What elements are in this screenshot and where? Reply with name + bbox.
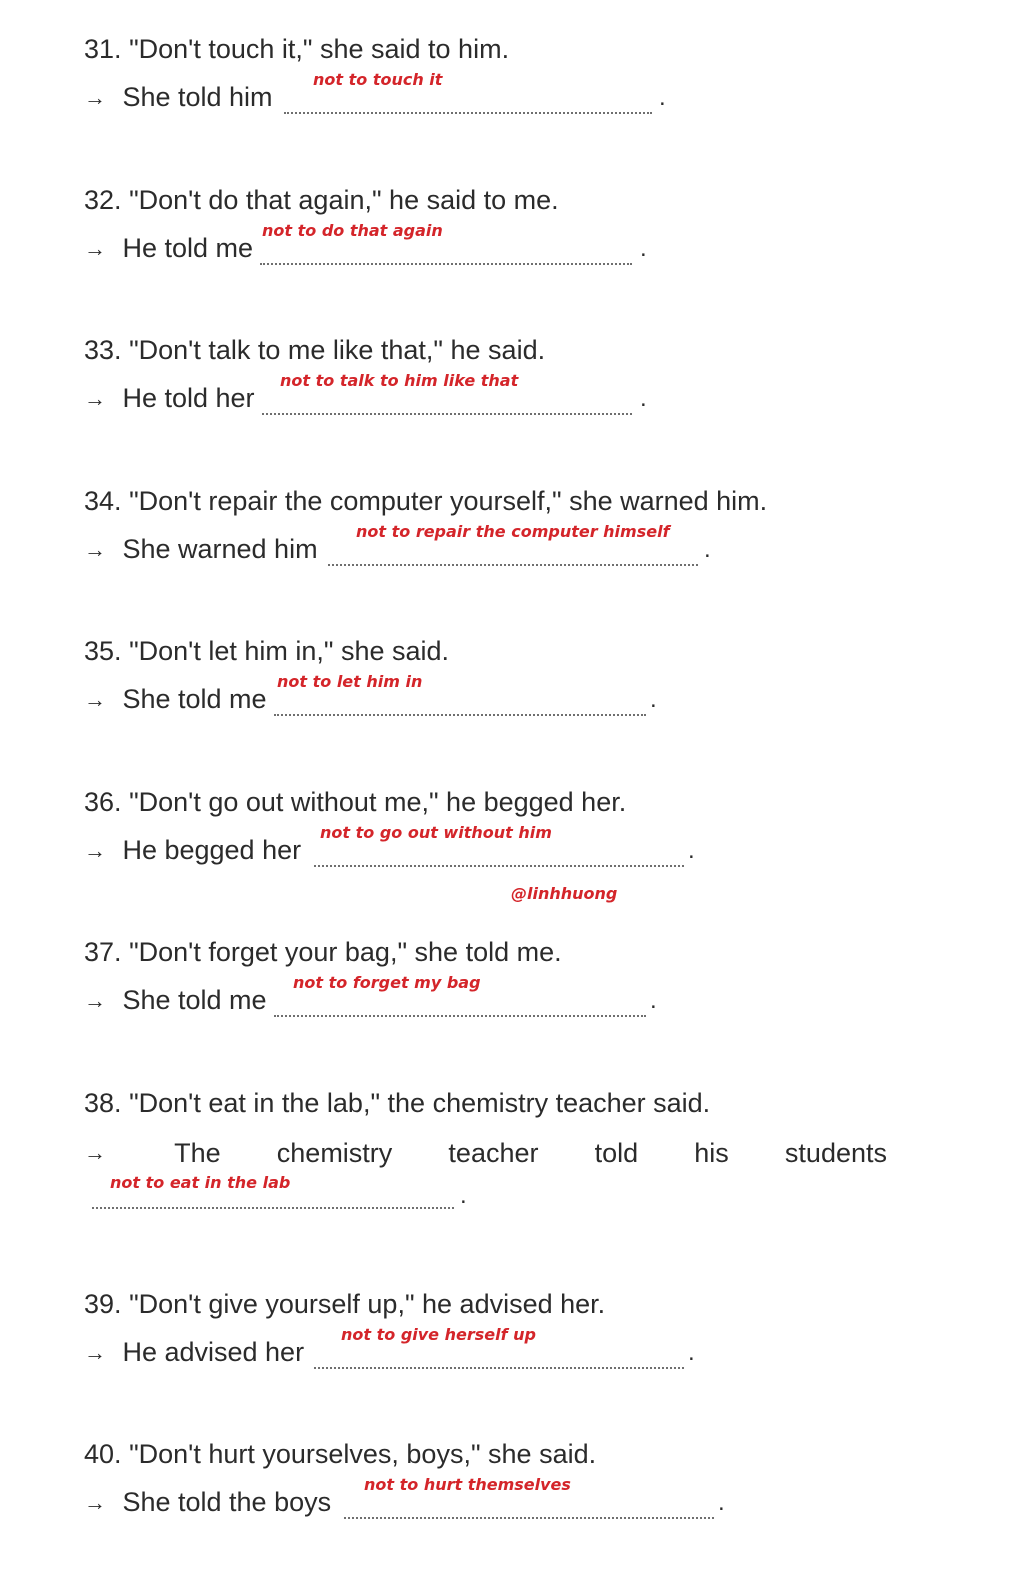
period: .	[659, 84, 666, 111]
question-31	[84, 32, 509, 66]
question-34	[84, 484, 767, 518]
period: .	[460, 1182, 467, 1209]
exercise-38	[84, 1086, 944, 1226]
question-text: "Don't touch it," she said to him.	[129, 34, 510, 64]
answer-text: not to go out without him	[320, 823, 552, 842]
sentence-prefix: He advised her	[122, 1337, 305, 1367]
question-40	[84, 1437, 596, 1471]
answer-row-34	[84, 522, 711, 568]
period: .	[640, 235, 647, 262]
sentence-prefix: He begged her	[122, 835, 302, 865]
answer-row-33	[84, 371, 647, 417]
arrow-icon: →	[84, 84, 106, 110]
exercise-36	[84, 785, 944, 885]
prefix-word: students	[784, 1137, 887, 1168]
arrow-icon: →	[84, 686, 106, 712]
question-32	[84, 183, 559, 217]
question-text: "Don't eat in the lab," the chemistry teacher said.	[129, 1088, 711, 1118]
question-text: "Don't repair the computer yourself," she warned him.	[129, 486, 768, 516]
question-text: "Don't give yourself up," he advised her.	[129, 1289, 606, 1319]
sentence-prefix: She told me	[122, 985, 267, 1015]
answer-text: not to touch it	[313, 70, 443, 89]
arrow-icon: →	[84, 987, 106, 1013]
question-number: 37.	[84, 937, 122, 967]
question-number: 39.	[84, 1289, 122, 1319]
question-37	[84, 935, 562, 969]
arrow-icon: →	[84, 536, 106, 562]
answer-text: not to repair the computer himself	[356, 522, 670, 541]
answer-text: not to eat in the lab	[110, 1173, 291, 1192]
prefix-word: his	[694, 1137, 729, 1168]
prefix-word: teacher	[448, 1137, 539, 1168]
prefix-word: told	[594, 1137, 639, 1168]
answer-row-36	[84, 823, 695, 869]
question-text: "Don't go out without me," he begged her.	[129, 787, 627, 817]
sentence-prefix: She told him	[122, 82, 273, 112]
arrow-icon: →	[84, 1339, 106, 1365]
period: .	[650, 987, 657, 1014]
answer-text: not to forget my bag	[293, 973, 481, 992]
sentence-prefix: She told the boys	[122, 1487, 332, 1517]
answer-row-39	[84, 1325, 695, 1371]
question-38	[84, 1086, 710, 1120]
sentence-prefix: He told me	[122, 233, 254, 263]
arrow-icon: →	[84, 1489, 106, 1515]
sentence-prefix: She told me	[122, 684, 267, 714]
exercise-37	[84, 935, 944, 1035]
exercise-39	[84, 1287, 944, 1387]
arrow-icon: →	[84, 235, 106, 261]
question-text: "Don't talk to me like that," he said.	[129, 335, 546, 365]
prefix-word: The	[174, 1137, 221, 1168]
question-number: 34.	[84, 486, 122, 516]
watermark-signature: @linhhuong	[511, 884, 618, 903]
answer-text: not to talk to him like that	[280, 371, 519, 390]
exercise-31	[84, 32, 944, 132]
question-number: 36.	[84, 787, 122, 817]
arrow-icon: →	[84, 837, 106, 863]
answer-text: not to let him in	[277, 672, 423, 691]
question-33	[84, 333, 545, 367]
period: .	[640, 385, 647, 412]
arrow-icon: →	[84, 1140, 106, 1165]
answer-row-37	[84, 973, 657, 1019]
period: .	[704, 536, 711, 563]
question-number: 31.	[84, 34, 122, 64]
answer-row-31	[84, 70, 666, 116]
exercise-33	[84, 333, 944, 433]
question-number: 38.	[84, 1088, 122, 1118]
period: .	[650, 686, 657, 713]
question-number: 33.	[84, 335, 122, 365]
answer-row-35	[84, 672, 657, 718]
prefix-word: chemistry	[276, 1137, 393, 1168]
answer-row-38	[84, 1136, 887, 1170]
answer-row-38-continued	[92, 1173, 467, 1209]
answer-text: not to hurt themselves	[364, 1475, 571, 1494]
arrow-icon: →	[84, 385, 106, 411]
question-35	[84, 634, 449, 668]
exercise-40	[84, 1437, 944, 1537]
question-text: "Don't forget your bag," she told me.	[129, 937, 562, 967]
question-number: 32.	[84, 185, 122, 215]
exercise-34	[84, 484, 944, 584]
exercise-35	[84, 634, 944, 734]
question-36	[84, 785, 626, 819]
question-39	[84, 1287, 605, 1321]
question-text: "Don't hurt yourselves, boys," she said.	[129, 1439, 597, 1469]
question-number: 35.	[84, 636, 122, 666]
sentence-prefix: She warned him	[122, 534, 318, 564]
answer-text: not to give herself up	[341, 1325, 536, 1344]
question-text: "Don't do that again," he said to me.	[129, 185, 559, 215]
question-number: 40.	[84, 1439, 122, 1469]
period: .	[688, 837, 695, 864]
question-text: "Don't let him in," she said.	[129, 636, 450, 666]
answer-row-32	[84, 221, 647, 267]
period: .	[718, 1489, 725, 1516]
answer-text: not to do that again	[262, 221, 443, 240]
exercise-32	[84, 183, 944, 283]
answer-row-40	[84, 1475, 725, 1521]
period: .	[688, 1339, 695, 1366]
sentence-prefix: He told her	[122, 383, 255, 413]
